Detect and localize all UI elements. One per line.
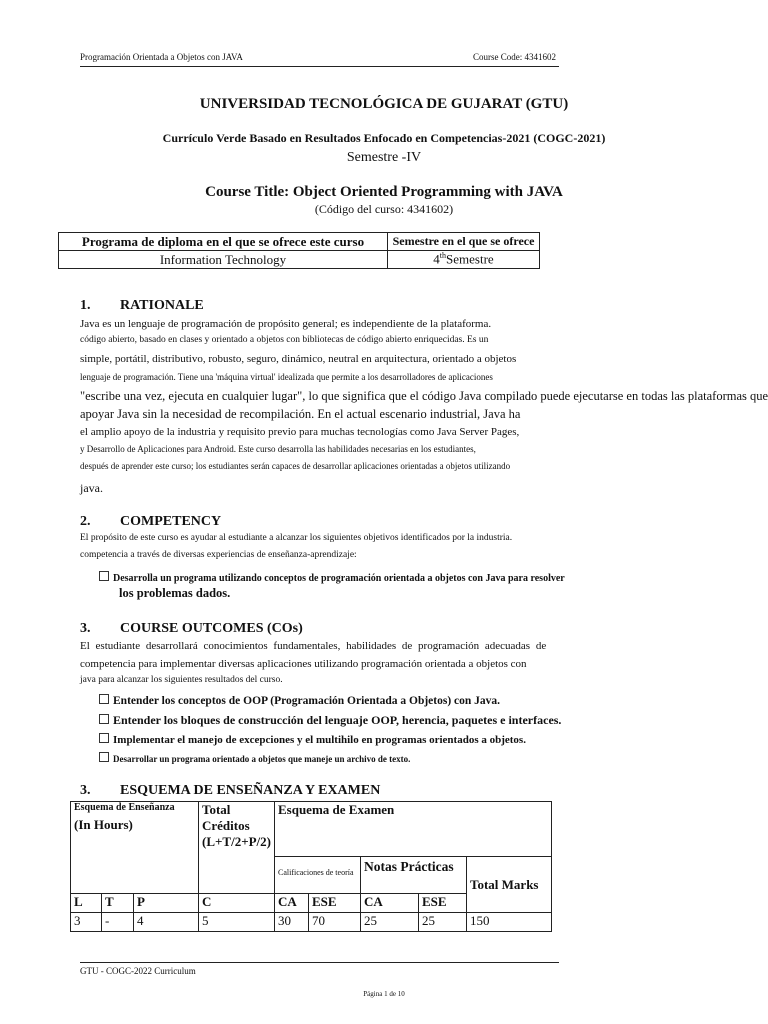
course-code: (Código del curso: 4341602) bbox=[314, 202, 454, 216]
section-outcomes-heading bbox=[80, 621, 303, 637]
in-hours-label: (In Hours) bbox=[74, 817, 133, 832]
credits-formula: (L+T/2+P/2) bbox=[202, 834, 271, 849]
section-competency-heading bbox=[80, 514, 221, 530]
value-c: 5 bbox=[199, 913, 275, 932]
teaching-scheme-title: Esquema de Enseñanza bbox=[74, 802, 175, 813]
university-title: UNIVERSIDAD TECNOLÓGICA DE GUJARAT (GTU) bbox=[199, 96, 569, 112]
outcome-text: Implementar el manejo de excepciones y el multihilo en programas orientados a objetos. bbox=[113, 734, 526, 746]
total-label: Total bbox=[202, 802, 231, 817]
course-title: Course Title: Object Oriented Programming with JAVA bbox=[205, 184, 563, 200]
page-number: Página 1 de 10 bbox=[363, 990, 405, 998]
competency-line: competencia a través de diversas experiencias de enseñanza-aprendizaje: bbox=[80, 550, 357, 560]
semester-offered bbox=[388, 251, 540, 269]
footer-curriculum: GTU - COGC-2022 Curriculum bbox=[80, 966, 196, 976]
program-table bbox=[58, 232, 540, 269]
teaching-scheme-header bbox=[71, 802, 199, 894]
outcome-text: Entender los bloques de construcción del lenguaje OOP, herencia, paquetes e interfaces. bbox=[113, 713, 562, 727]
outcome-item bbox=[99, 694, 500, 707]
header-rule bbox=[80, 66, 559, 67]
section-title: COMPETENCY bbox=[120, 514, 222, 529]
section-number: 3. bbox=[80, 621, 91, 636]
outcome-item bbox=[99, 733, 526, 746]
value-theory-ca: 30 bbox=[274, 913, 308, 932]
col-header-practical-ese: ESE bbox=[418, 894, 466, 913]
section-number: 3. bbox=[80, 783, 91, 798]
col-header-theory-ese: ESE bbox=[308, 894, 360, 913]
semester-label: Semestre -IV bbox=[346, 150, 422, 165]
running-header-course-code: Course Code: 4341602 bbox=[473, 52, 556, 62]
bullet-box-icon bbox=[99, 571, 109, 581]
section-title: COURSE OUTCOMES (COs) bbox=[120, 621, 303, 636]
outcomes-line: competencia para implementar diversas aplicaciones utilizando programación orientada a objetos con bbox=[80, 658, 527, 670]
practical-marks-header: Notas Prácticas bbox=[360, 857, 466, 894]
semester-word: Semestre bbox=[446, 251, 494, 267]
program-name: Information Technology bbox=[59, 251, 388, 269]
value-total-marks: 150 bbox=[466, 913, 551, 932]
col-header-t: T bbox=[102, 894, 134, 913]
rationale-line: java. bbox=[80, 481, 103, 495]
outcome-item bbox=[99, 713, 561, 728]
value-practical-ca: 25 bbox=[360, 913, 418, 932]
rationale-line: apoyar Java sin la necesidad de recompilación. En el actual escenario industrial, Java ha bbox=[80, 407, 521, 421]
col-header-l: L bbox=[71, 894, 102, 913]
rationale-line: simple, portátil, distributivo, robusto, seguro, dinámico, neutral en arquitectura, orientado a objetos bbox=[80, 353, 517, 365]
outcomes-line: El estudiante desarrollará conocimientos fundamentales, habilidades de programación adecuadas de bbox=[80, 640, 547, 652]
col-header-practical-ca: CA bbox=[360, 894, 418, 913]
rationale-line: "escribe una vez, ejecuta en cualquier lugar", lo que significa que el código Java compilado puede ejecutarse en todas las plataformas que bbox=[80, 389, 768, 403]
competency-line: El propósito de este curso es ayudar al estudiante a alcanzar los siguientes objetivos identificados por la industria. bbox=[80, 533, 513, 543]
rationale-line: después de aprender este curso; los estudiantes serán capaces de desarrollar aplicaciones orientadas a objetos utilizando bbox=[80, 461, 511, 471]
total-credits-header bbox=[199, 802, 275, 894]
semester-suffix: th bbox=[439, 251, 447, 261]
section-number: 2. bbox=[80, 514, 91, 529]
outcome-item bbox=[99, 752, 410, 764]
competency-bullet bbox=[99, 571, 565, 584]
rationale-line: Java es un lenguaje de programación de propósito general; es independiente de la plataforma. bbox=[80, 318, 492, 330]
program-header: Programa de diploma en el que se ofrece este curso bbox=[59, 233, 388, 251]
competency-bullet-text: Desarrolla un programa utilizando conceptos de programación orientada a objetos con Java para resolver bbox=[113, 573, 565, 584]
footer-rule bbox=[80, 962, 559, 963]
bullet-box-icon bbox=[99, 733, 109, 743]
bullet-box-icon bbox=[99, 694, 109, 704]
semester-number: 4 bbox=[433, 251, 440, 267]
col-header-c: C bbox=[199, 894, 275, 913]
outcome-text: Desarrollar un programa orientado a objetos que maneje un archivo de texto. bbox=[113, 754, 411, 764]
running-header-title: Programación Orientada a Objetos con JAVA bbox=[80, 52, 243, 62]
theory-marks-header: Calificaciones de teoría bbox=[274, 857, 360, 894]
section-number: 1. bbox=[80, 298, 91, 313]
exam-scheme-header: Esquema de Examen bbox=[274, 802, 551, 857]
bullet-box-icon bbox=[99, 714, 109, 724]
rationale-line: el amplio apoyo de la industria y requisito previo para muchas tecnologías como Java Server Pages, bbox=[80, 426, 520, 438]
rationale-line: código abierto, basado en clases y orientado a objetos con bibliotecas de código abierto enriquecidas. Es un bbox=[80, 335, 489, 345]
semester-header: Semestre en el que se ofrece bbox=[388, 233, 540, 251]
col-header-theory-ca: CA bbox=[274, 894, 308, 913]
value-p: 4 bbox=[134, 913, 199, 932]
value-t: - bbox=[102, 913, 134, 932]
bullet-box-icon bbox=[99, 752, 109, 762]
total-marks-header: Total Marks bbox=[466, 857, 551, 913]
section-title: ESQUEMA DE ENSEÑANZA Y EXAMEN bbox=[120, 783, 381, 798]
rationale-line: lenguaje de programación. Tiene una 'máquina virtual' idealizada que permite a los desarrolladores de aplicaciones bbox=[80, 372, 493, 382]
section-rationale-heading bbox=[80, 298, 204, 314]
rationale-line: y Desarrollo de Aplicaciones para Android. Este curso desarrolla las habilidades necesarias en los estudiantes, bbox=[80, 444, 476, 454]
section-scheme-heading bbox=[80, 783, 380, 799]
outcome-text: Entender los conceptos de OOP (Programación Orientada a Objetos) con Java. bbox=[113, 695, 501, 707]
competency-bullet-continuation: los problemas dados. bbox=[119, 586, 231, 600]
creditos-label: Créditos bbox=[202, 818, 250, 833]
curriculum-subtitle: Currículo Verde Basado en Resultados Enfocado en Competencias-2021 (COGC-2021) bbox=[162, 131, 606, 145]
scheme-table bbox=[70, 801, 552, 932]
col-header-p: P bbox=[134, 894, 199, 913]
value-l: 3 bbox=[71, 913, 102, 932]
section-title: RATIONALE bbox=[120, 298, 204, 313]
outcomes-line: java para alcanzar los siguientes resultados del curso. bbox=[80, 675, 283, 685]
value-theory-ese: 70 bbox=[308, 913, 360, 932]
value-practical-ese: 25 bbox=[418, 913, 466, 932]
